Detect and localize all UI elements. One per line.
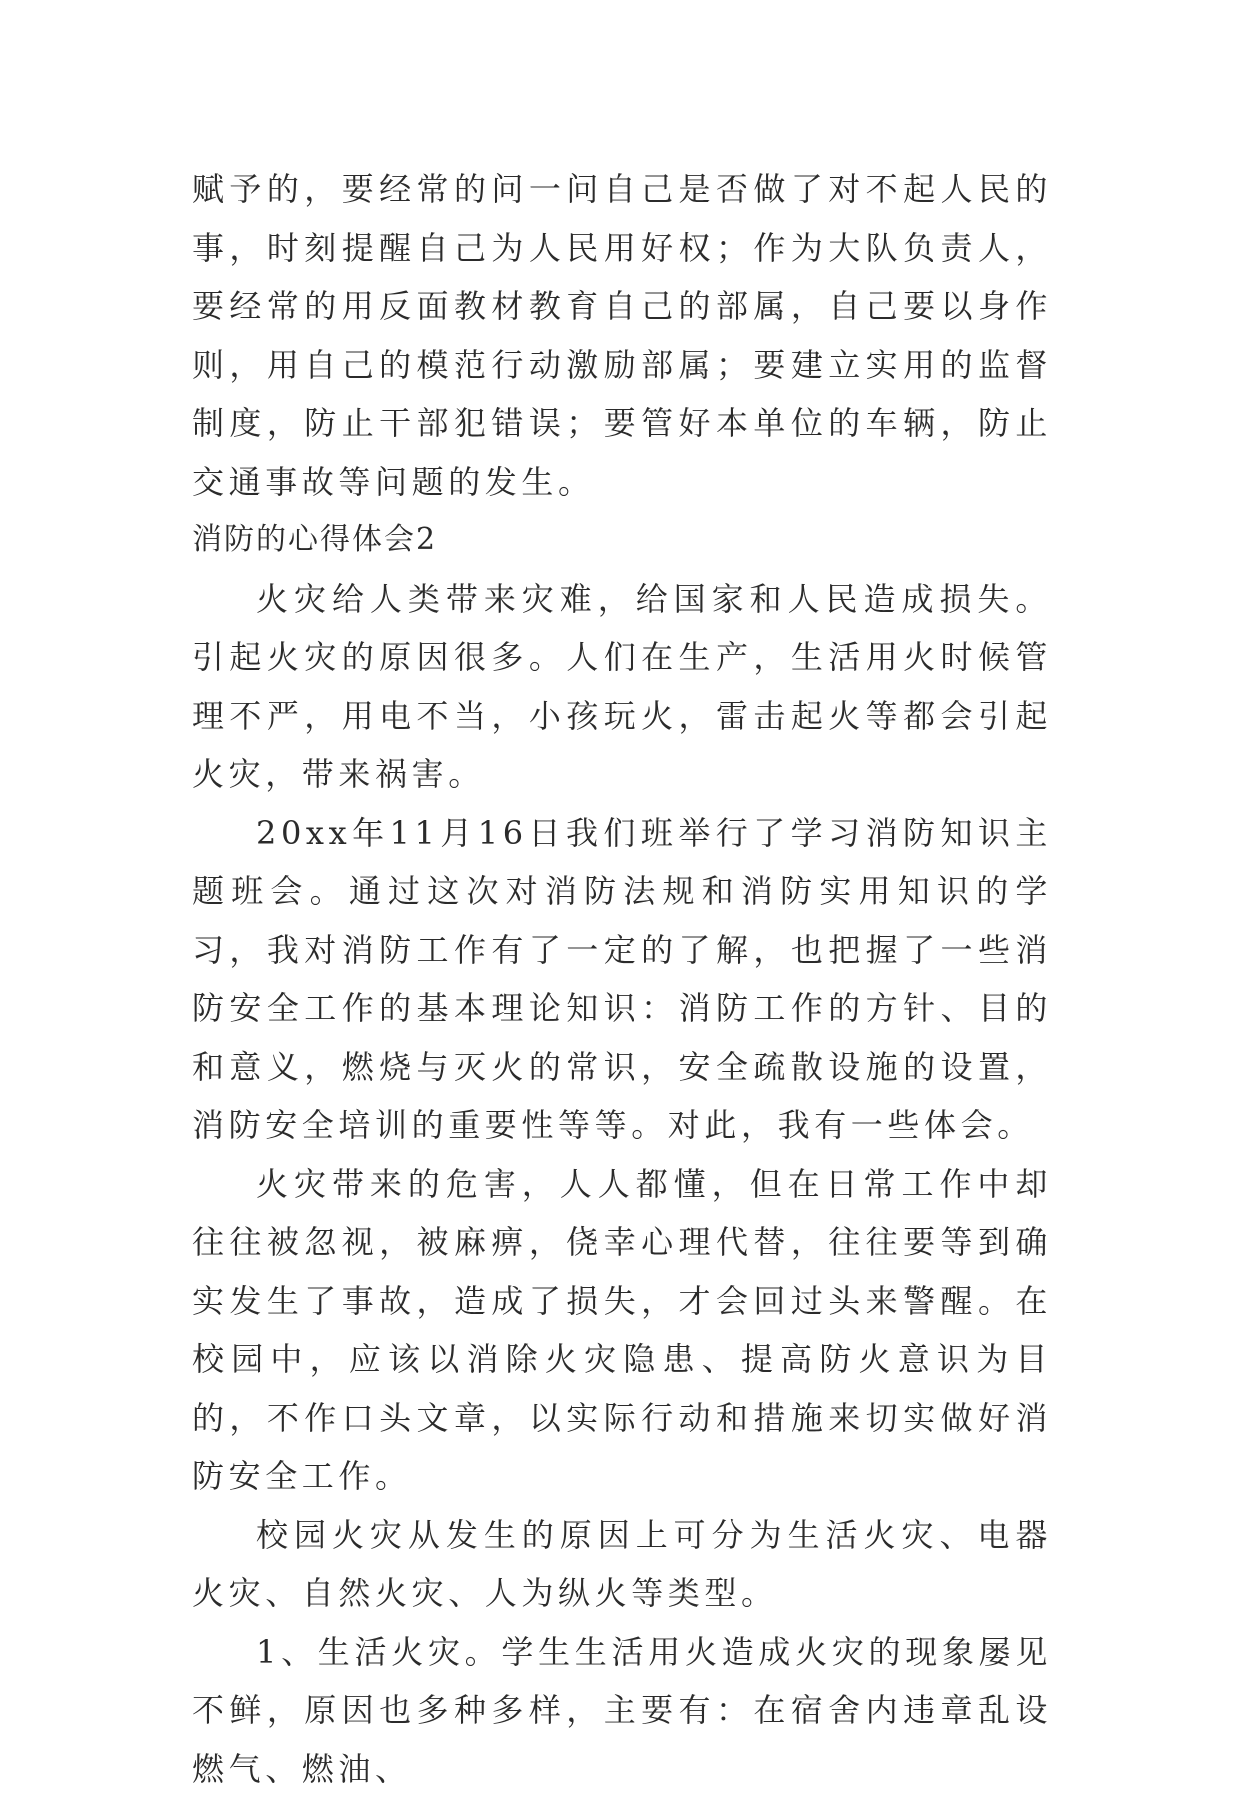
paragraph-campus-fire-types: 校园火灾从发生的原因上可分为生活火灾、电器火灾、自然火灾、人为纵火等类型。 [192, 1506, 1052, 1623]
document-body [192, 160, 1052, 1798]
section-heading: 消防的心得体会2 [192, 511, 1052, 570]
paragraph-living-fire: 1、生活火灾。学生生活用火造成火灾的现象屡见不鲜，原因也多种多样，主要有：在宿舍内违章乱设燃气、燃油、 [192, 1623, 1052, 1798]
paragraph-fire-hazard: 火灾带来的危害，人人都懂，但在日常工作中却往往被忽视，被麻痹，侥幸心理代替，往往要等到确实发生了事故，造成了损失，才会回过头来警醒。在校园中，应该以消除火灾隐患、提高防火意识为目的，不作口头文章，以实际行动和措施来切实做好消防安全工作。 [192, 1155, 1052, 1506]
paragraph-continuation: 赋予的，要经常的问一问自己是否做了对不起人民的事，时刻提醒自己为人民用好权；作为大队负责人，要经常的用反面教材教育自己的部属，自己要以身作则，用自己的模范行动激励部属；要建立实用的监督制度，防止干部犯错误；要管好本单位的车辆，防止交通事故等问题的发生。 [192, 160, 1052, 511]
paragraph-class-meeting: 20xx年11月16日我们班举行了学习消防知识主题班会。通过这次对消防法规和消防实用知识的学习，我对消防工作有了一定的了解，也把握了一些消防安全工作的基本理论知识：消防工作的方针、目的和意义，燃烧与灭火的常识，安全疏散设施的设置，消防安全培训的重要性等等。对此，我有一些体会。 [192, 804, 1052, 1155]
paragraph-fire-disaster: 火灾给人类带来灾难，给国家和人民造成损失。引起火灾的原因很多。人们在生产，生活用火时候管理不严，用电不当，小孩玩火，雷击起火等都会引起火灾，带来祸害。 [192, 570, 1052, 804]
